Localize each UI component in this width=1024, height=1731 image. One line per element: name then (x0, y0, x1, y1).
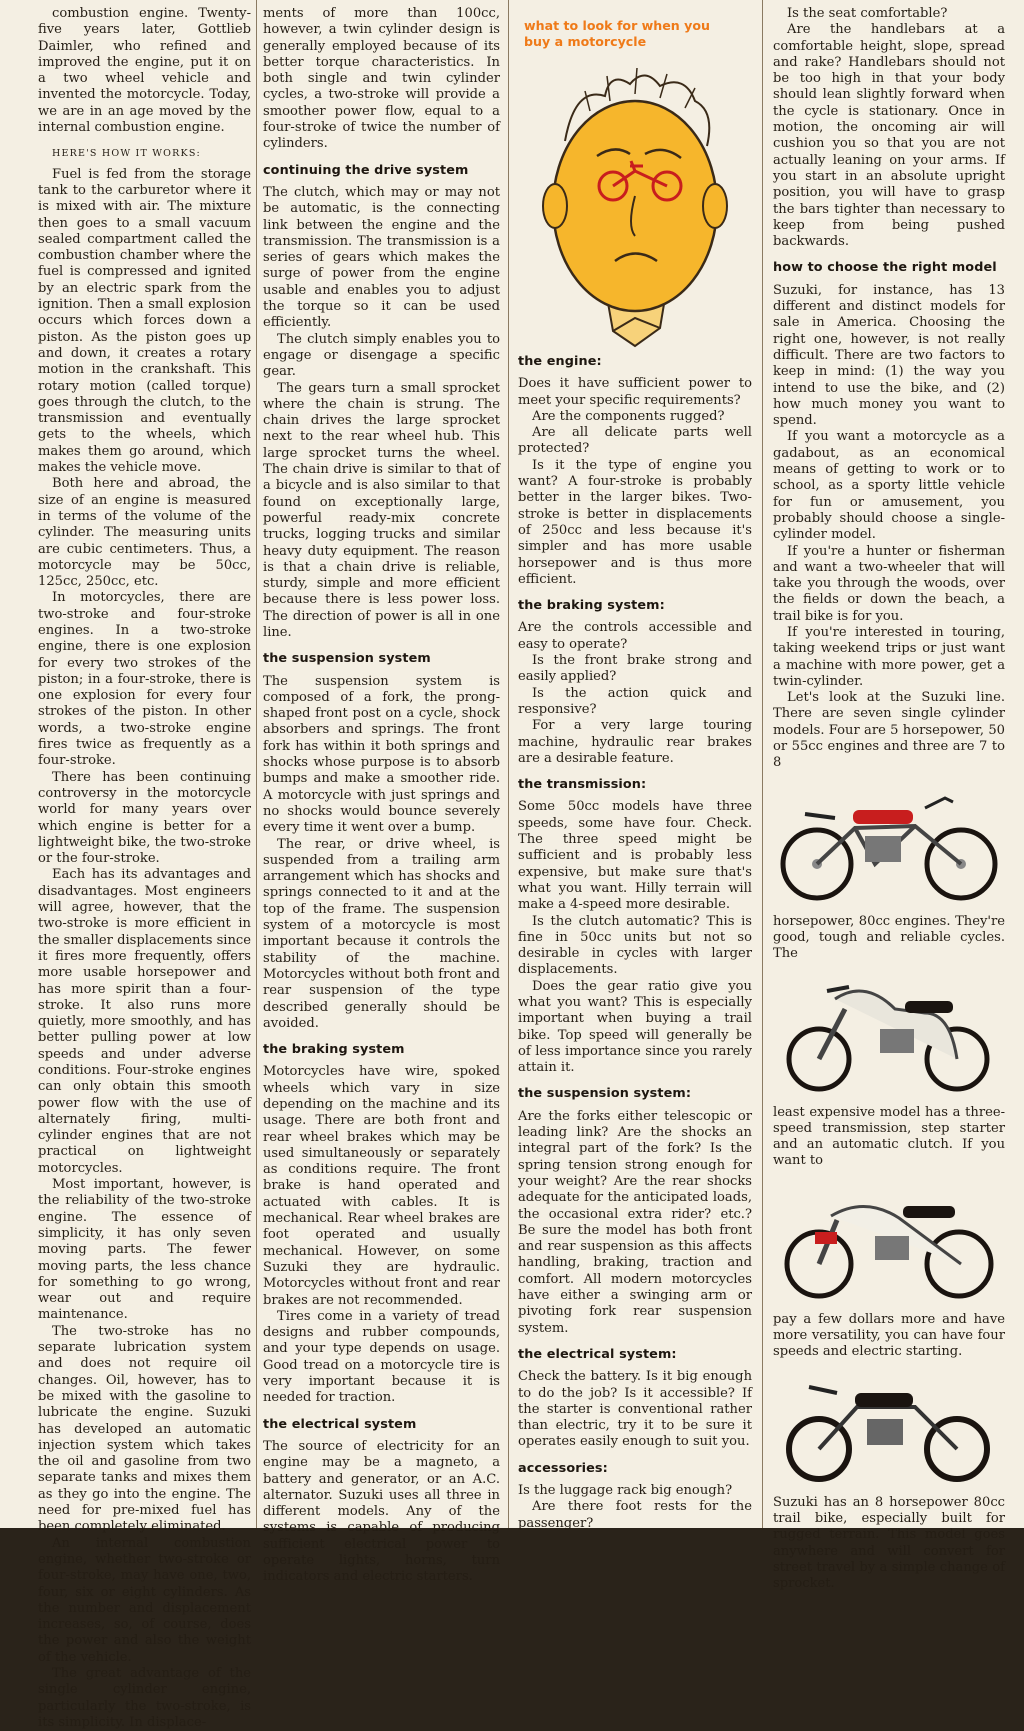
col2-paragraph: The gears turn a small sprocket where the chain is strung. The chain drives the large sprocket next to the rear wheel hub. This large sprocket turns the wheel. The chain drive is similar to that of a bicycle and is also similar to that found on exceptionally large, powerful ready-mix concrete trucks, logging trucks and similar heavy duty equipment. The reason is that a chain drive is reliable, sturdy, simple and more efficient because there is less power loss. The direction of power is all in one line. (263, 380, 500, 640)
col2-paragraph: The source of electricity for an engine may be a magneto, a battery and generator, or an A.C. alternator. Suzuki uses all three in different models. Any of the systems is capable of producing sufficient electrical power to operate lights, horns, turn indicators and electric starters. (263, 1438, 500, 1585)
col3-paragraph: Are the forks either telescopic or leading link? Are the shocks an integral part of the fork? Is the spring tension strong enough for your weight? Are the rear shocks adequate for the anticipated loads, the occasional extra rider? etc.? Be sure the model has both front and rear suspension as this affects handling, braking, traction and comfort. All modern motorcycles have either a swinging arm or pivoting fork rear suspension system. (518, 1108, 752, 1336)
section-heading-transmission: the transmission: (518, 777, 647, 793)
col1-paragraph: An internal combustion engine, whether two-stroke or four-stroke, may have one, two, four, six or eight cylinders. As the number and displacement increases, so, of course, does the power and also the weight of the vehicle. (38, 1535, 251, 1665)
col1-paragraph: The great advantage of the single cylinder engine, particularly the two-stroke, is its simplicity. In displace- (38, 1665, 251, 1730)
motorcycle-photo-1 (775, 778, 1003, 906)
col3-paragraph: Does the gear ratio give you what you want? This is especially important when buying a trail bike. Top speed will generally be of less importance since you rarely attain it. (518, 978, 752, 1076)
section-heading-accessories: accessories: (518, 1460, 608, 1476)
col1-paragraph: Both here and abroad, the size of an engine is measured in terms of the volume of the cylinder. The measuring units are cubic centimeters. Thus, a motorcycle may be 50cc, 125cc, 250cc, etc. (38, 476, 251, 590)
col1-paragraph: Fuel is fed from the storage tank to the carburetor where it is mixed with air. The mixture then goes to a small vacuum sealed compartment called the combustion chamber where the fuel is compressed and ignited by an electric spark from the ignition. Then a small explosion occurs which forces down a piston. As the piston goes up and down, it creates a rotary motion in the crankshaft. This rotary motion (called torque) goes through the clutch, to the transmission and eventually gets to the wheels, which makes them go around, which makes the vehicle move. (38, 166, 251, 476)
col4-caption: horsepower, 80cc engines. They're good, tough and reliable cycles. The (773, 913, 1005, 962)
col3-paragraph: Check the battery. Is it big enough to do the job? Is it accessible? If the starter is conventional rather than electric, try it to be sure it operates easily enough to suit you. (518, 1369, 752, 1450)
col3-paragraph: Are there foot rests for the passenger? (518, 1499, 752, 1531)
col4-caption: least expensive model has a three-speed transmission, step starter and an automatic clutch. If you want to (773, 1104, 1005, 1169)
column-2 (263, 6, 500, 1585)
column-1 (38, 6, 252, 1730)
section-heading-braking: the braking system: (518, 598, 665, 614)
article-headline: what to look for when you buy a motorcycle (524, 18, 710, 49)
col3-paragraph: Is the action quick and responsive? (518, 685, 752, 717)
motorcycle-photo-3 (775, 1176, 1003, 1304)
col2-paragraph: The clutch simply enables you to engage or disengage a specific gear. (263, 331, 500, 380)
col3-paragraph: Are all delicate parts well protected? (518, 425, 752, 457)
col3-paragraph: Some 50cc models have three speeds, some have four. Check. The three speed might be sufficient and is probably less expensive, but make sure that's what you want. Hilly terrain will make a 4-speed more desirable. (518, 799, 752, 913)
motorcycle-photo-4 (775, 1367, 1003, 1487)
col4-paragraph: If you're a hunter or fisherman and want a two-wheeler that will take you through the woods, over the fields or down the beach, a trail bike is for you. (773, 543, 1005, 624)
cartoon-face-illustration (535, 56, 735, 346)
column-divider (762, 0, 763, 1528)
col2-paragraph: The clutch, which may or may not be automatic, is the connecting link between the engine and the transmission. The transmission is a series of gears which makes the surge of power from the engine usable and enables you to adjust the torque so it can be used efficiently. (263, 184, 500, 331)
col3-paragraph: Does it have sufficient power to meet your specific requirements? (518, 376, 752, 408)
section-heading-drive: continuing the drive system (263, 162, 469, 178)
col1-paragraph: The two-stroke has no separate lubrication system and does not require oil changes. Oil, however, has to be mixed with the gasoline to lubricate the engine. Suzuki has developed an automatic injection system which takes the oil and gasoline from two separate tanks and mixes them as they go into the engine. The need for pre-mixed fuel has been completely eliminated. (38, 1323, 251, 1535)
section-heading-braking: the braking system (263, 1042, 405, 1058)
col1-paragraph: Each has its advantages and disadvantages. Most engineers will agree, however, that the two-stroke is more efficient in the smaller displacements since it fires more frequently, offers more usable horsepower and has more spirit than a four-stroke. It also runs more quietly, more smoothly, and has better pulling power at low speeds and under adverse conditions. Four-stroke engines can only obtain this smooth power flow with the use of alternately firing, multi-cylinder engines that are not practical on lightweight motorcycles. (38, 867, 252, 1176)
section-heading-model: how to choose the right model (773, 260, 997, 276)
col1-paragraph: Most important, however, is the reliability of the two-stroke engine. The essence of simplicity, it has only seven moving parts. The fewer moving parts, the less chance for something to go wrong, wear out and require maintenance. (38, 1177, 251, 1323)
col4-paragraph: Are the handlebars at a comfortable height, slope, spread and rake? Handlebars should not be too high in that your body should lean slightly forward when the cycle is stationary. Once in motion, the oncoming air will cushion you so that you are not actually leaning on your arms. If you start in an absolute upright position, you will have to grasp the bars tighter than necessary to keep from being pushed backwards. (773, 22, 1005, 250)
col1-paragraph: In motorcycles, there are two-stroke and four-stroke engines. In a two-stroke engine, there is one explosion for every two strokes of the piston; in a four-stroke, there is one explosion for every four strokes of the piston. In other words, a two-stroke engine fires twice as frequently as a four-stroke. (38, 590, 251, 769)
col2-paragraph: ments of more than 100cc, however, a twin cylinder design is generally employed because of its better torque characteristics. In both single and twin cylinder cycles, a two-stroke will provide a smoother power flow, equal to a four-stroke of twice the number of cylinders. (263, 6, 500, 152)
col3-paragraph: Is the front brake strong and easily applied? (518, 653, 752, 685)
how-it-works-heading: HERE'S HOW IT WORKS: (52, 148, 201, 160)
col3-paragraph: Are the controls accessible and easy to operate? (518, 620, 752, 652)
col2-paragraph: Motorcycles have wire, spoked wheels which vary in size depending on the machine and its usage. There are both front and rear wheel brakes which may be used simultaneously or separately as conditions require. The front brake is hand operated and actuated with cables. It is mechanical. Rear wheel brakes are foot operated and usually mechanical. However, on some Suzuki they are hydraulic. Motorcycles without front and rear brakes are not recommended. (263, 1064, 500, 1308)
col1-paragraph: There has been continuing controversy in the motorcycle world for many years over which engine is better for a lightweight bike, the two-stroke or the four-stroke. (38, 769, 251, 867)
section-heading-electrical: the electrical system (263, 1416, 417, 1432)
column-4 (773, 6, 1005, 1592)
col4-caption: Suzuki has an 8 horsepower 80cc trail bike, especially built for rugged terrain. This model goes anywhere and will convert for street travel by a simple change of sprocket. (773, 1494, 1005, 1592)
col4-paragraph: Is the seat comfortable? (787, 6, 948, 21)
col3-paragraph: Are the components rugged? (532, 408, 725, 424)
col2-paragraph: Tires come in a variety of tread designs and rubber compounds, and your type depends on usage. Good tread on a motorcycle tire is very important because it is needed for traction. (263, 1308, 500, 1406)
column-3 (518, 6, 752, 1531)
section-heading-engine: the engine: (518, 354, 602, 369)
col3-paragraph: Is it the type of engine you want? A four-stroke is probably better in the larger bikes. Two-stroke is better in displacements of 250cc and less because it's simpler and has more usable horsepower and is thus more efficient. (518, 457, 752, 587)
col4-paragraph: Let's look at the Suzuki line. There are seven single cylinder models. Four are 5 horsepower, 50 or 55cc engines and three are 7 to 8 (773, 690, 1005, 771)
col2-paragraph: The suspension system is composed of a fork, the prong-shaped front post on a cycle, shock absorbers and springs. The front fork has within it both springs and shocks whose purpose is to absorb bumps and make a smoother ride. A motorcycle with just springs and no shocks would bounce severely every time it went over a bump. (263, 673, 500, 836)
motorcycle-photo-2 (775, 969, 1003, 1097)
column-divider (508, 0, 509, 1528)
col3-paragraph: Is the clutch automatic? This is fine in 50cc units but not so desirable in cycles with larger displacements. (518, 913, 752, 978)
column-divider (256, 0, 257, 1528)
col3-paragraph: For a very large touring machine, hydraulic rear brakes are a desirable feature. (518, 718, 752, 766)
section-heading-suspension: the suspension system (263, 651, 431, 667)
col4-caption: pay a few dollars more and have more versatility, you can have four speeds and electric starting. (773, 1311, 1005, 1360)
col4-paragraph: If you want a motorcycle as a gadabout, as an economical means of getting to work or to school, as a sporty little vehicle for fun or amusement, you probably should choose a single-cylinder model. (773, 429, 1005, 543)
col4-paragraph: Suzuki, for instance, has 13 different and distinct models for sale in America. Choosing the right one, however, is not really difficult. There are two factors to keep in mind: (1) the way you intend to use the bike, and (2) how much money you want to spend. (773, 282, 1005, 429)
section-heading-electrical: the electrical system: (518, 1346, 677, 1362)
col1-paragraph: combustion engine. Twenty-five years later, Gottlieb Daimler, who refined and improved the engine, put it on a two wheel vehicle and invented the motorcycle. Today, we are in an age moved by the internal combustion engine. (38, 6, 251, 136)
section-heading-suspension: the suspension system: (518, 1086, 692, 1102)
col3-paragraph: Is the luggage rack big enough? (518, 1483, 733, 1498)
col4-paragraph: If you're interested in touring, taking weekend trips or just want a machine with more power, get a twin-cylinder. (773, 624, 1005, 689)
col2-paragraph: The rear, or drive wheel, is suspended from a trailing arm arrangement which has shocks and springs connected to it and at the top of the frame. The suspension system of a motorcycle is most important because it controls the stability of the machine. Motorcycles without both front and rear suspension of the type described generally should be avoided. (263, 836, 500, 1031)
